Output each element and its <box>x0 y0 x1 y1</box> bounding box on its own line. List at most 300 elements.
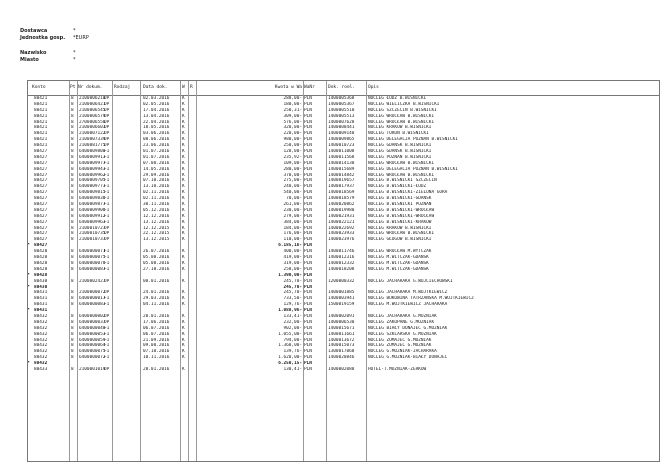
cell-konto: 80432 <box>34 337 48 343</box>
cell-nr: 2100010727 <box>79 225 106 231</box>
cell-dok: 1400005510 <box>328 107 355 113</box>
cell-data: 04.11.2016 <box>143 302 170 308</box>
cell-kwota: 235,92- <box>283 154 302 160</box>
cell-nr: 2100006421 <box>79 101 106 107</box>
cell-w: K <box>182 249 185 255</box>
cell-konto: 80431 <box>34 308 48 314</box>
dostawca-value: * <box>73 28 76 34</box>
cell-w: K <box>182 325 185 331</box>
cell-wal: PLN <box>304 237 312 243</box>
table-body <box>28 96 659 373</box>
cell-w: K <box>182 319 185 325</box>
cell-opis: NOCLEG JACHARAKA G.MOŻNIAK <box>368 313 437 319</box>
cell-nr: 6400000037 <box>79 319 106 325</box>
col-r-header[interactable]: R <box>190 85 193 90</box>
cell-kwota: 370,00- <box>283 172 302 178</box>
cell-konto: 80428 <box>34 260 48 266</box>
cell-konto: 80427 <box>34 154 48 160</box>
cell-wal: PLN <box>304 313 312 319</box>
cell-opis: NOCLEG WIELICZKA B.WIŚNICKI <box>368 101 440 107</box>
cell-rodz: F1 <box>104 213 110 219</box>
cell-nr: 6400009943 <box>79 166 106 172</box>
cell-nr: 2100006210 <box>79 96 106 101</box>
cell-nr: 6400009800 <box>79 149 106 155</box>
cell-nr: 6400009815 <box>79 190 106 196</box>
cell-nr: 2100010737 <box>79 237 106 243</box>
cell-konto: 80432 <box>34 325 48 331</box>
cell-dok: 1400002091 <box>328 313 355 319</box>
cell-opis: NOCLEG B.WIŚNICKI SZCZECIN <box>368 178 437 184</box>
cell-dok: 1400020862 <box>328 202 355 208</box>
cell-konto: 80428 <box>34 249 48 255</box>
cell-kwota: 1.620,00- <box>278 355 302 361</box>
cell-w: K <box>182 343 185 349</box>
cell-pt: 8 <box>71 313 74 319</box>
cell-pt: 8 <box>71 225 74 231</box>
cell-wal: PLN <box>304 196 312 202</box>
cell-kwota: 288,00- <box>283 96 302 101</box>
cell-data: 28.01.2016 <box>143 366 170 372</box>
cell-data: 12.12.2016 <box>143 213 170 219</box>
cell-nr: 6400000053 <box>79 331 106 337</box>
cell-wal: PLN <box>304 178 312 184</box>
cell-pt: 8 <box>71 184 74 190</box>
cell-opis: NOCLEG WROCŁAW M.WYTCZAK <box>368 249 432 255</box>
cell-wal: PLN <box>304 160 312 166</box>
cell-opis: NOCLEG DELEGACJA POZNAŃ B.WIŚNICKI <box>368 137 458 143</box>
cell-konto: 80427 <box>34 237 48 243</box>
cell-konto: 80432 <box>34 361 48 367</box>
cell-w: K <box>182 101 185 107</box>
cell-kwota: 176,00- <box>283 231 302 237</box>
cell-data: 09.08.2016 <box>143 343 170 349</box>
cell-kwota: 1.088,96- <box>278 308 302 314</box>
cell-wal: PLN <box>304 260 312 266</box>
cell-opis: NOCLEG M.WITCZAK-GDAŃSK <box>368 260 429 266</box>
cell-opis: NOCLEG KRAKÓW B.WIŚNICKI <box>368 225 432 231</box>
cell-wal: PLN <box>304 331 312 337</box>
cell-kwota: 1.390,00- <box>278 272 302 278</box>
cell-data: 02.11.2016 <box>143 190 170 196</box>
cell-data: 10.11.2016 <box>143 355 170 361</box>
cell-konto: 80432 <box>34 331 48 337</box>
cell-konto: 80427 <box>34 166 48 172</box>
cell-dok: 1400008441 <box>328 125 355 131</box>
cell-pt: 8 <box>71 149 74 155</box>
cell-data: 01.07.2016 <box>143 154 170 160</box>
cell-nr: 6400009977 <box>79 160 106 166</box>
cell-dok: 1400022692 <box>328 225 355 231</box>
cell-opis: NOCLEG BUKOWINA TATRZAŃSKA M.WOJTKIEWICZ <box>368 296 474 302</box>
cell-konto: 80433 <box>34 366 48 372</box>
cell-kwota: 133,41- <box>283 313 302 319</box>
cell-pt: 8 <box>71 255 74 261</box>
cell-dok: 1400015689 <box>328 166 355 172</box>
cell-rodz: DP <box>104 125 110 131</box>
jednostka-value: *EURP <box>73 35 89 41</box>
cell-rodz: F1 <box>104 166 110 172</box>
cell-w: K <box>182 337 185 343</box>
cell-konto: 80427 <box>34 196 48 202</box>
cell-kwota: 1.055,00- <box>278 331 302 337</box>
cell-nr: 2100000072 <box>79 290 106 296</box>
cell-kwota: 1.360,00- <box>278 343 302 349</box>
cell-dok: 1400005368 <box>328 96 355 101</box>
cell-rodz: F1 <box>104 349 110 355</box>
cell-data: 23.06.2016 <box>143 143 170 149</box>
cell-wal: PLN <box>304 96 312 101</box>
cell-data: 07.10.2016 <box>143 349 170 355</box>
cell-wal: PLN <box>304 125 312 131</box>
cell-opis: NOCLEG G.MOŻNIAK-BIAŁY DUNAJEC <box>368 355 448 361</box>
cell-w: K <box>182 237 185 243</box>
cell-dok: 1400018208 <box>328 266 355 272</box>
cell-data: 01.07.2016 <box>143 149 170 155</box>
cell-opis: NOCLEG SZKLARSKA G.MOŻNIAK <box>368 331 437 337</box>
cell-rodz: F1 <box>104 154 110 160</box>
cell-data: 30.11.2016 <box>143 202 170 208</box>
cell-opis: NOCLEG B.WIŚNICKI-ZIELONA GÓRA <box>368 190 448 196</box>
cell-wal: PLN <box>304 302 312 308</box>
cell-wal: PLN <box>304 337 312 343</box>
cell-w: K <box>182 219 185 225</box>
cell-mark: * <box>27 272 30 278</box>
cell-pt: 8 <box>71 366 74 372</box>
col-rodzaj-header[interactable]: Rodzaj <box>114 85 131 90</box>
cell-dok: 1400023976 <box>328 237 355 243</box>
col-konto-header[interactable]: Konto <box>32 85 46 90</box>
cell-konto: 80421 <box>34 125 48 131</box>
cell-data: 18.05.2016 <box>143 125 170 131</box>
header-jednostka <box>20 35 89 41</box>
cell-nr: 6400000059 <box>79 337 106 343</box>
cell-pt: 8 <box>71 190 74 196</box>
cell-pt: 8 <box>71 172 74 178</box>
cell-kwota: 6.185,16- <box>278 243 302 249</box>
cell-konto: 80427 <box>34 225 48 231</box>
cell-konto: 80431 <box>34 296 48 302</box>
ledger-table <box>27 80 660 462</box>
cell-opis: NOCLEG TORUŃ B.WIŚNICKI <box>368 131 429 137</box>
cell-opis: NOCLEG ZAKOPANE G.MOŻNIAK <box>368 319 435 325</box>
cell-pt: 8 <box>71 125 74 131</box>
cell-dok: 1400011746 <box>328 249 355 255</box>
cell-dok: 1400009140 <box>328 131 355 137</box>
cell-rodz: DP <box>104 278 110 284</box>
cell-data: 29.09.2016 <box>143 172 170 178</box>
cell-konto: 80421 <box>34 143 48 149</box>
cell-wal: PLN <box>304 243 312 249</box>
cell-pt: 8 <box>71 296 74 302</box>
cell-wal: PLN <box>304 366 312 372</box>
cell-rodz: F1 <box>104 266 110 272</box>
cell-konto: 80427 <box>34 213 48 219</box>
cell-kwota: 419,00- <box>283 255 302 261</box>
cell-rodz: F1 <box>104 196 110 202</box>
cell-opis: NOCLEG WROCŁAW B.WIŚNICKI <box>368 119 435 125</box>
cell-dok: 1400014130 <box>328 160 355 166</box>
cell-opis: NOCLEG BIAŁY DUNAJEC G.MOŻNIAK <box>368 325 448 331</box>
cell-konto: 80427 <box>34 172 48 178</box>
cell-nr: 6400009877 <box>79 202 106 208</box>
cell-konto: 80421 <box>34 107 48 113</box>
cell-konto: 80431 <box>34 290 48 296</box>
cell-nr: 6400000002 <box>79 313 106 319</box>
cell-data: 13.12.2016 <box>143 219 170 225</box>
cell-opis: NOCLEG B.WIŚNICKI POZNAŃ <box>368 202 432 208</box>
cell-kwota: 384,00- <box>283 219 302 225</box>
cell-w: K <box>182 255 185 261</box>
cell-kwota: 120,00- <box>283 149 302 155</box>
cell-data: 12.12.2015 <box>143 225 170 231</box>
cell-w: K <box>182 231 185 237</box>
cell-mark: * <box>27 284 30 290</box>
cell-opis: NOCLEG B.WIŚNICKI-WROCŁAW <box>368 207 435 213</box>
cell-opis: NOCLEG POZNAŃ B.WIŚNICKI <box>368 154 432 160</box>
cell-wal: PLN <box>304 107 312 113</box>
cell-data: 22.04.2016 <box>143 119 170 125</box>
cell-wal: PLN <box>304 113 312 119</box>
cell-pt: 8 <box>71 96 74 101</box>
cell-dok: 1200000332 <box>328 278 355 284</box>
cell-wal: PLN <box>304 143 312 149</box>
cell-pt: 8 <box>71 137 74 143</box>
cell-rodz: DP <box>104 237 110 243</box>
cell-kwota: 319,00- <box>283 260 302 266</box>
cell-opis: NOCLEG GŁOGÓW B.WIŚNICKI <box>368 237 432 243</box>
cell-data: 26.07.2016 <box>143 249 170 255</box>
cell-w: K <box>182 149 185 155</box>
cell-konto: 80427 <box>34 231 48 237</box>
cell-wal: PLN <box>304 154 312 160</box>
nazwisko-label: Nazwisko <box>20 50 47 56</box>
cell-mark: * <box>27 308 30 314</box>
cell-wal: PLN <box>304 349 312 355</box>
header-dostawca <box>20 28 76 34</box>
cell-pt: 8 <box>71 213 74 219</box>
cell-pt: 8 <box>71 119 74 125</box>
cell-wal: PLN <box>304 319 312 325</box>
cell-wal: PLN <box>304 213 312 219</box>
cell-opis: NOCLEG M.WITCZAK-GDAŃSK <box>368 266 429 272</box>
cell-konto: 80432 <box>34 319 48 325</box>
cell-dok: 1400019980 <box>328 207 355 213</box>
table-row[interactable] <box>28 367 659 373</box>
cell-pt: 8 <box>71 154 74 160</box>
cell-kwota: 240,00- <box>283 184 302 190</box>
cell-kwota: 245,70- <box>283 278 302 284</box>
cell-rodz: F1 <box>104 149 110 155</box>
cell-konto: 80430 <box>34 278 48 284</box>
cell-pt: 8 <box>71 131 74 137</box>
col-waluta-header[interactable]: WaNr <box>304 85 315 90</box>
cell-rodz: DP <box>104 113 110 119</box>
cell-w: K <box>182 131 185 137</box>
cell-dok: 1400011568 <box>328 154 355 160</box>
cell-wal: PLN <box>304 231 312 237</box>
cell-data: 17.04.2016 <box>143 107 170 113</box>
cell-nr: 2100001019 <box>79 366 106 372</box>
cell-nr: 6400000064 <box>79 343 106 349</box>
cell-opis: NOCLEG B.WIŚNICKI-GDAŃSK <box>368 196 432 202</box>
cell-w: K <box>182 313 185 319</box>
cell-konto: 80421 <box>34 131 48 137</box>
cell-opis: NOCLEG SZCZECIN B.WIŚNICKI <box>368 107 437 113</box>
cell-w: K <box>182 266 185 272</box>
cell-wal: PLN <box>304 325 312 331</box>
cell-rodz: DP <box>104 96 110 101</box>
cell-rodz: F1 <box>104 255 110 261</box>
cell-data: 13.04.2016 <box>143 113 170 119</box>
cell-w: K <box>182 202 185 208</box>
col-data-header[interactable]: Data dok. <box>143 85 168 90</box>
cell-wal: PLN <box>304 225 312 231</box>
cell-opis: NOCLEG WROCŁAW B.WIŚNICKI <box>368 231 435 237</box>
cell-opis: NOCLEG G.MOŻNIAK-JACHARAKA <box>368 349 437 355</box>
cell-kwota: 130,41- <box>283 366 302 372</box>
cell-nr: 6400009705 <box>79 178 106 184</box>
cell-rodz: DP <box>104 143 110 149</box>
col-opis-header[interactable]: Opis <box>368 85 379 90</box>
cell-wal: PLN <box>304 361 312 367</box>
cell-kwota: 232,00- <box>283 319 302 325</box>
cell-kwota: 258,00- <box>283 266 302 272</box>
cell-rodz: F1 <box>104 219 110 225</box>
col-pt-header[interactable]: Pt <box>70 85 76 90</box>
cell-konto: 80431 <box>34 302 48 308</box>
cell-kwota: 129,76- <box>283 302 302 308</box>
cell-dok: 1400022121 <box>328 219 355 225</box>
cell-wal: PLN <box>304 290 312 296</box>
cell-w: K <box>182 302 185 308</box>
cell-dok: 1300017068 <box>328 349 355 355</box>
cell-dok: 1400011661 <box>328 331 355 337</box>
cell-dok: 1400015671 <box>328 325 355 331</box>
cell-konto: 80427 <box>34 202 48 208</box>
cell-wal: PLN <box>304 190 312 196</box>
cell-nr: 6400000017 <box>79 296 106 302</box>
cell-pt: 8 <box>71 166 74 172</box>
cell-dok: 1400012316 <box>328 255 355 261</box>
cell-konto: 80428 <box>34 266 48 272</box>
cell-w: K <box>182 166 185 172</box>
cell-data: 27.10.2016 <box>143 266 170 272</box>
cell-nr: 2100006545 <box>79 107 106 113</box>
cell-opis: NOCLEG GDAŃSK B.WIŚNICKI <box>368 149 432 155</box>
cell-rodz: DP <box>104 225 110 231</box>
cell-rodz: DP <box>104 313 110 319</box>
cell-dok: 1500019159 <box>328 302 355 308</box>
cell-nr: 6400009962 <box>79 172 106 178</box>
cell-konto: 80427 <box>34 184 48 190</box>
cell-w: K <box>182 225 185 231</box>
cell-konto: 80428 <box>34 255 48 261</box>
cell-dok: 1400017937 <box>328 184 355 190</box>
cell-dok: 1400019657 <box>328 178 355 184</box>
cell-dok: 1400018579 <box>328 196 355 202</box>
cell-rodz: F1 <box>104 302 110 308</box>
cell-data: 13.10.2016 <box>143 184 170 190</box>
cell-wal: PLN <box>304 266 312 272</box>
cell-pt: 8 <box>71 337 74 343</box>
cell-pt: 8 <box>71 319 74 325</box>
cell-data: 22.12.2015 <box>143 231 170 237</box>
cell-kwota: 70,00- <box>286 196 302 202</box>
cell-opis: NOCLEG JACHARAKA M.WOJTKIEWICZ <box>368 290 448 296</box>
cell-kwota: 139,76- <box>283 349 302 355</box>
cell-pt: 8 <box>71 101 74 107</box>
cell-wal: PLN <box>304 207 312 213</box>
cell-nr: 2100007339 <box>79 137 106 143</box>
cell-konto: 80421 <box>34 119 48 125</box>
col-w-header[interactable]: W <box>182 85 185 90</box>
cell-pt: 8 <box>71 331 74 337</box>
cell-kwota: 220,00- <box>283 131 302 137</box>
cell-wal: PLN <box>304 137 312 143</box>
cell-dok: 1400020846 <box>328 355 355 361</box>
cell-pt: 8 <box>71 302 74 308</box>
cell-dok: 1400023933 <box>328 231 355 237</box>
cell-data: 06.07.2016 <box>143 325 170 331</box>
cell-kwota: 250,31- <box>283 107 302 113</box>
cell-w: K <box>182 160 185 166</box>
cell-opis: NOCLEG M.WITCZAK-GDAŃSK <box>368 255 429 261</box>
cell-nr: 2100007122 <box>79 131 106 137</box>
cell-kwota: 980,00- <box>283 137 302 143</box>
col-kwota-header[interactable]: Kwota w Wa <box>274 85 302 90</box>
cell-pt: 8 <box>71 207 74 213</box>
cell-rodz: F1 <box>104 249 110 255</box>
cell-w: K <box>182 107 185 113</box>
cell-kwota: 6.250,15- <box>278 361 302 367</box>
cell-w: K <box>182 119 185 125</box>
cell-pt: 8 <box>71 178 74 184</box>
cell-rodz: F1 <box>104 355 110 361</box>
cell-nr: 6400000072 <box>79 355 106 361</box>
cell-nr: 2100002427 <box>79 278 106 284</box>
cell-wal: PLN <box>304 131 312 137</box>
cell-wal: PLN <box>304 166 312 172</box>
cell-kwota: 320,00- <box>283 125 302 131</box>
cell-wal: PLN <box>304 296 312 302</box>
cell-data: 03.06.2016 <box>143 131 170 137</box>
cell-pt: 8 <box>71 237 74 243</box>
cell-w: K <box>182 278 185 284</box>
cell-nr: 6400000071 <box>79 249 106 255</box>
cell-data: 13.12.2015 <box>143 237 170 243</box>
cell-opis: HOTEL-T.MOŻNIAK-ZERKOW <box>368 366 427 372</box>
cell-mark: * <box>27 361 30 367</box>
cell-pt: 8 <box>71 249 74 255</box>
cell-rodz: F1 <box>104 190 110 196</box>
col-nr-header[interactable]: Nr dokum. <box>78 85 103 90</box>
col-dok-header[interactable]: Dok. roel. <box>328 85 356 90</box>
cell-rodz: DP <box>104 101 110 107</box>
cell-dok: 1400021931 <box>328 213 355 219</box>
cell-wal: PLN <box>304 149 312 155</box>
cell-kwota: 279,00- <box>283 213 302 219</box>
cell-rodz: DP <box>104 137 110 143</box>
dostawca-label: Dostawca <box>20 28 48 34</box>
cell-data: 24.01.2016 <box>143 290 170 296</box>
cell-nr: 6400000083 <box>79 302 106 308</box>
cell-kwota: 794,00- <box>283 337 302 343</box>
cell-data: 07.10.2016 <box>143 178 170 184</box>
cell-pt: 8 <box>71 260 74 266</box>
cell-dok: 1400003941 <box>328 296 355 302</box>
cell-nr: 6400009913 <box>79 154 106 160</box>
cell-rodz: DP <box>104 231 110 237</box>
